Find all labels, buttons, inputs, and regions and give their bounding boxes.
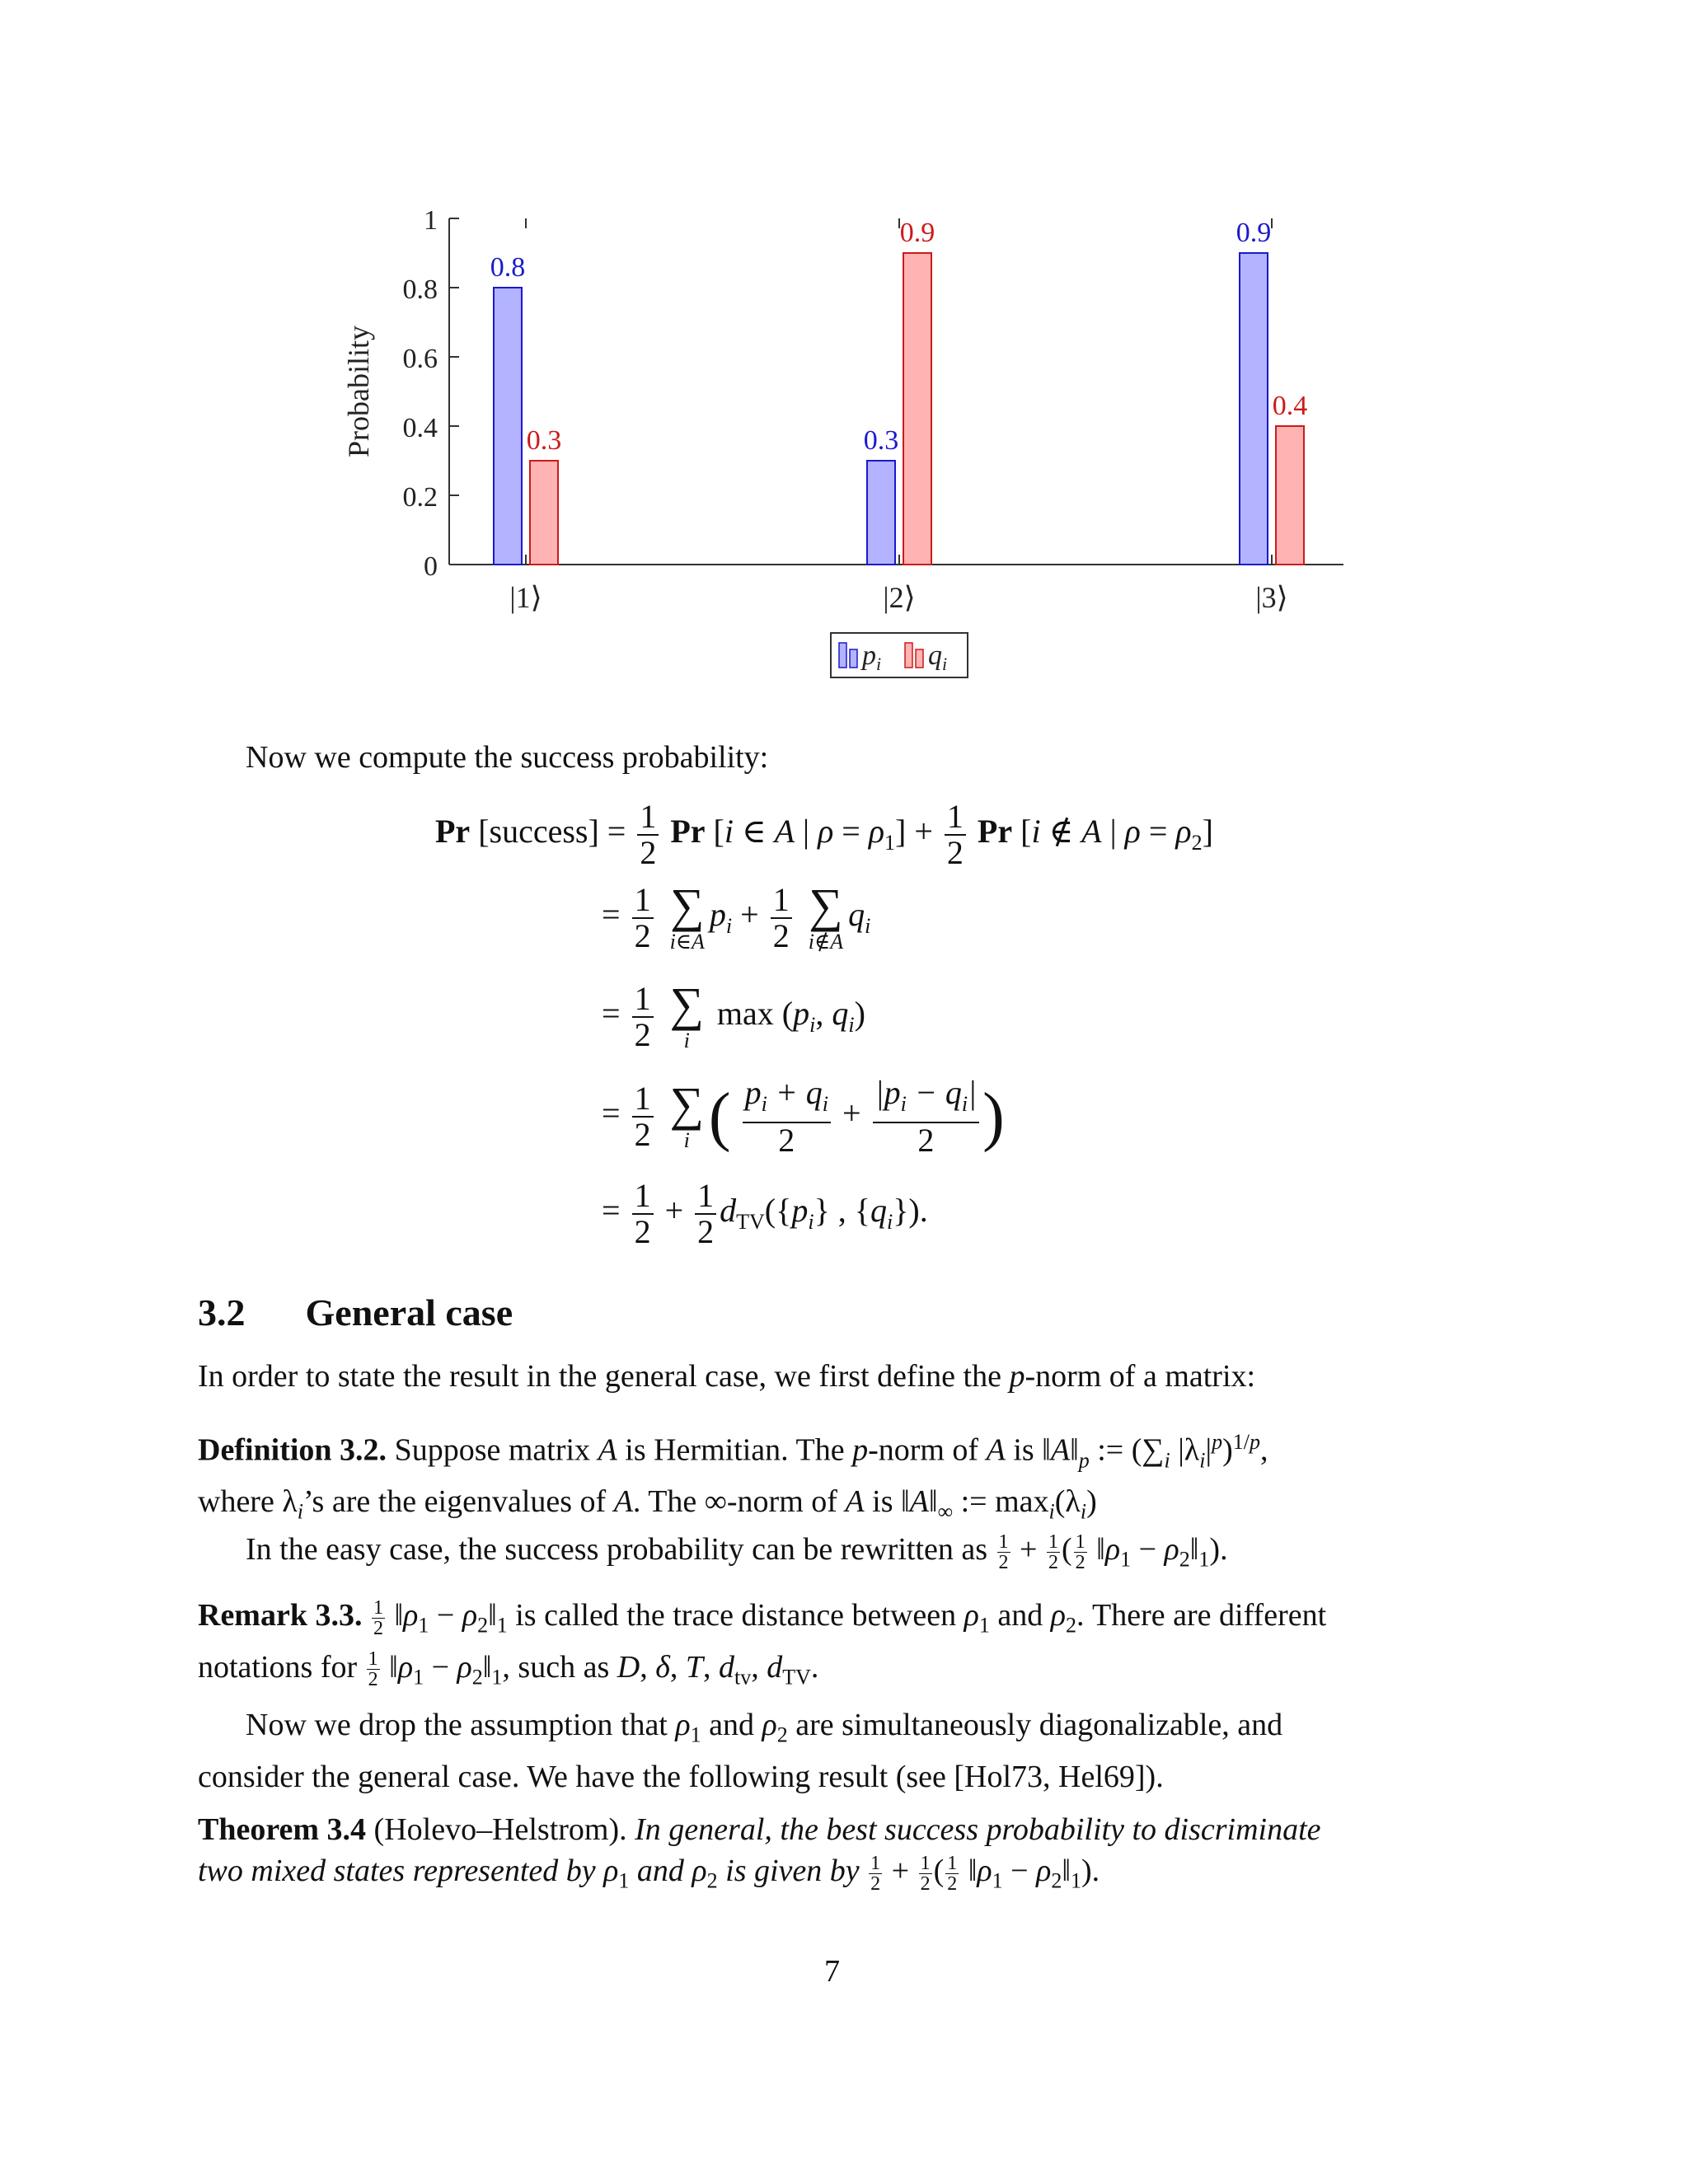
y-tick-label: 0.6 (402, 344, 438, 374)
theorem-line2-text: two mixed states represented by (198, 1854, 604, 1888)
bar-qi-3 (1276, 426, 1304, 565)
easy-case-sentence: In the easy case, the success probability can be rewritten as (246, 1532, 996, 1567)
theorem-name: (Holevo–Helstrom). (366, 1812, 627, 1847)
y-tick-label: 0.2 (402, 482, 438, 513)
remark-line2-text-2: , such as (502, 1649, 617, 1685)
legend-label: $p_i$ (862, 640, 882, 674)
section-heading (198, 1291, 513, 1334)
equation-line-1: Pr [success] = $\frac{1}{2}$ Pr [i ∈ A | $\rho = \rho_1$] + $\frac{1}{2}$ Pr [i ∉ A | $\rho = \rho_2$] (435, 798, 1213, 871)
section-intro-p: p (1009, 1359, 1025, 1394)
remark-text-2: . There are different (1076, 1598, 1327, 1633)
assumption-text-and: and (701, 1708, 762, 1742)
assumption-line2: consider the general case. We have the following result (see [Hol73, Hel69]). (198, 1759, 1164, 1794)
section-title: General case (305, 1291, 513, 1333)
definition-line2-text-4: is (864, 1484, 901, 1520)
legend-swatch-small (850, 649, 857, 668)
definition-3-2: Definition 3.2. Suppose matrix A is Hermitian. The p-norm of A is $‖A‖_p$ := ($\sum_i$ $|\lambda_i|^p)^{1/p}$, where $\lambda_i’s$ are the eigenvalues of A. The ∞-norm of A is $‖A‖_\infty$ := $\max_i(\lambda_i)$ (198, 1430, 1268, 1524)
data-label: 0.8 (490, 252, 526, 283)
definition-text-3: -norm of (868, 1432, 987, 1468)
theorem-3-4: Theorem 3.4 (Holevo–Helstrom). In general, the best success probability to discriminate two mixed states represented by $\rho_1$ and $\rho_2$ is given by $\frac{1}{2}$ + $\frac{1}{2}$ ( $\frac{1}{2}$ $‖\rho_1$ − $\rho_2‖_1$). (198, 1812, 1321, 1895)
bar-qi-1 (530, 461, 558, 565)
data-label: 0.9 (899, 218, 935, 248)
definition-text-4: is (1005, 1432, 1043, 1468)
x-tick-label: |3⟩ (1255, 581, 1288, 614)
section-number: 3.2 (198, 1291, 246, 1333)
page-number: 7 (824, 1954, 840, 1989)
definition-line2-text-2: ’s are the eigenvalues of (303, 1484, 614, 1520)
data-label: 0.3 (863, 425, 899, 456)
data-label: 0.4 (1272, 391, 1308, 421)
legend-swatch-small (916, 649, 923, 668)
y-tick-label: 0 (424, 551, 438, 582)
y-axis-label: Probability (342, 326, 375, 457)
section-intro-text-end: -norm of a matrix: (1025, 1359, 1256, 1394)
section-intro (198, 1356, 1255, 1397)
theorem-line2-and: and (629, 1854, 692, 1888)
assumption-text: Now we drop the assumption that (246, 1708, 676, 1742)
theorem-text: In general, the best success probability to discriminate (626, 1812, 1321, 1847)
remark-line2-text: notations for (198, 1649, 365, 1685)
legend-swatch (839, 643, 846, 668)
definition-text-2: is Hermitian. The (617, 1432, 853, 1468)
remark-label: Remark 3.3. (198, 1598, 363, 1633)
remark-text-and: and (989, 1598, 1051, 1633)
remark-3-3: Remark 3.3. $\frac{1}{2}$ $‖\rho_1$ − $\rho_2‖_1$ is called the trace distance between $\rho_1$ and $\rho_2$. There are different notations for $\frac{1}{2}$ $‖\rho_1$ − $\rho_2‖_1$, such as D, δ, T, $d_{tv}$, $d_{TV}$. (198, 1596, 1327, 1691)
bar-pi-3 (1240, 253, 1268, 565)
definition-label: Definition 3.2. (198, 1432, 387, 1468)
y-tick-label: 0.4 (402, 413, 438, 443)
y-tick-label: 1 (424, 205, 438, 236)
easy-case-text: In the easy case, the success probability can be rewritten as $\frac{1}{2}$ + $\frac{1}{2}$ ( $\frac{1}{2}$ $‖\rho_1$ − $\rho_2‖_1$). (246, 1530, 1228, 1573)
y-tick-label: 0.8 (402, 274, 438, 305)
definition-line2-text: where λ (198, 1484, 298, 1520)
equation-line-5: = $\frac{1}{2}$ + $\frac{1}{2}$ $d_{TV}(\{p_i\}$ , $\{q_i\}$). (602, 1177, 928, 1250)
remark-text: is called the trace distance between (507, 1598, 964, 1633)
data-label: 0.3 (526, 425, 562, 456)
equation-line-4: = $\frac{1}{2}$ ∑ i ( $\frac{p_i + q_i}{2}$ + $\frac{|p_i - q_i|}{2}$ ) (602, 1074, 1005, 1159)
x-tick-label: |2⟩ (883, 581, 916, 614)
assumption-text-2: are simultaneously diagonalizable, and (787, 1708, 1283, 1742)
intro-text: Now we compute the success probability: (246, 740, 769, 775)
bar-pi-1 (494, 288, 522, 565)
bar-qi-2 (903, 253, 931, 565)
definition-line2-text-3: . The ∞-norm of (632, 1484, 846, 1520)
bar-pi-2 (867, 461, 895, 565)
assumption-paragraph: Now we drop the assumption that $\rho_1$ and $\rho_2$ are simultaneously diagonalizable, and consider the general case. We have the following result (see [Hol73, Hel69]). (198, 1704, 1492, 1797)
bar-chart (313, 190, 1368, 701)
equation-line-3: = $\frac{1}{2}$ ∑ i $\max (p_i$, $q_i$) (602, 977, 865, 1053)
definition-text: Suppose matrix (387, 1432, 598, 1468)
x-tick-label: |1⟩ (509, 581, 542, 614)
section-intro-text: In order to state the result in the general case, we first define the (198, 1359, 1010, 1394)
theorem-label: Theorem 3.4 (198, 1812, 367, 1847)
theorem-line2-text-2: is given by (717, 1854, 868, 1888)
data-label: 0.9 (1236, 218, 1272, 248)
legend-label: $q_i$ (928, 640, 948, 674)
equation-line-2: = $\frac{1}{2}$ ∑ i∈A $p_i$ + $\frac{1}{2}$ ∑ i∉A $q_i$ (602, 879, 871, 954)
legend-swatch (905, 643, 912, 668)
